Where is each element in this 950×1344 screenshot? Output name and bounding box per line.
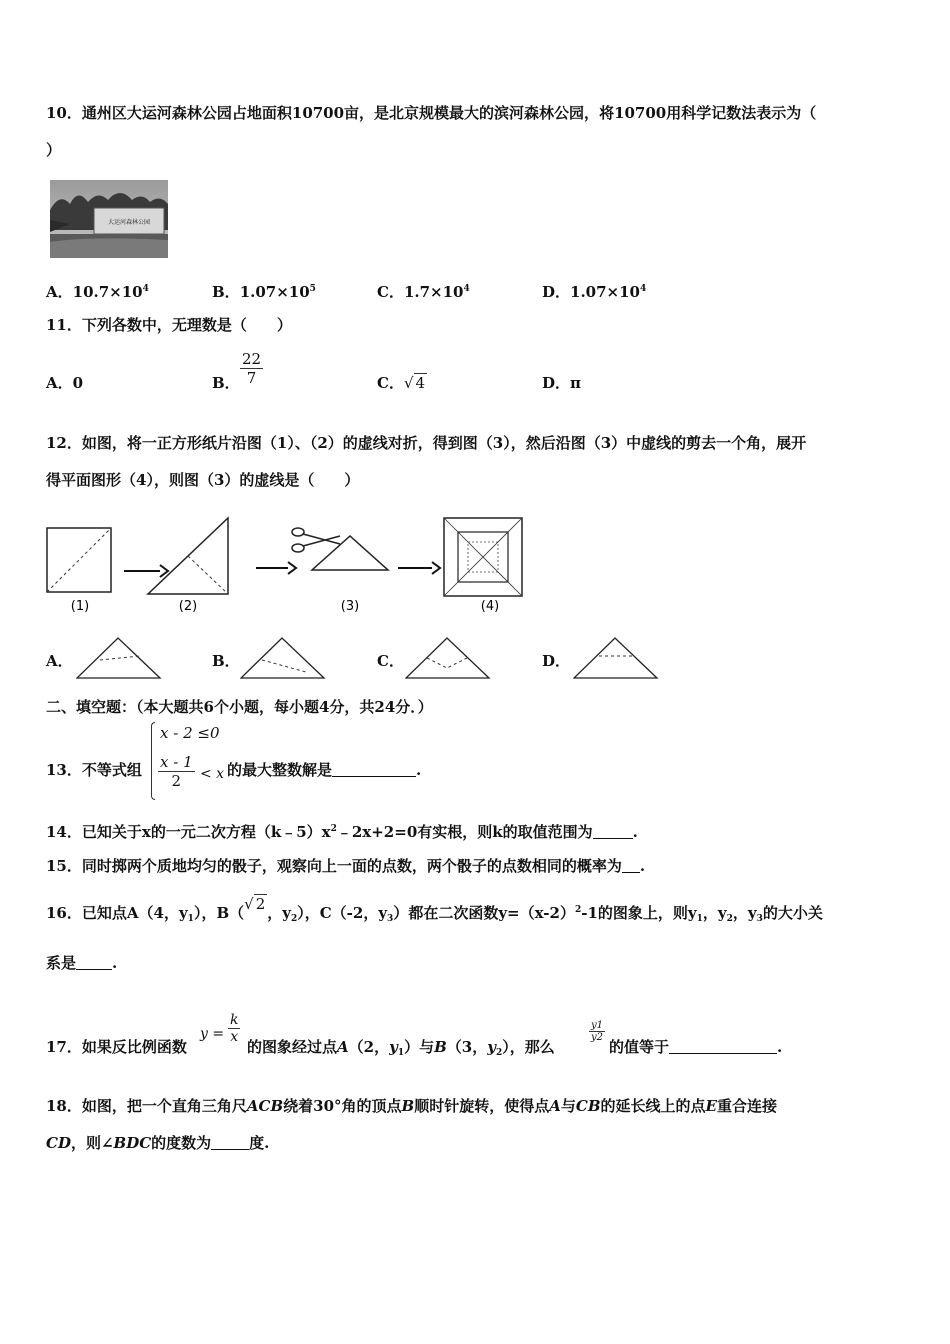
- q13-relation: < x: [200, 766, 225, 782]
- q10-option-c[interactable]: C．$1.7\times 10^4$: [377, 283, 470, 301]
- q18-stem-line2: CD，则∠BDC的度数为 度.: [46, 1134, 270, 1152]
- q15-stem: 15．同时掷两个质地均匀的骰子，观察向上一面的点数，两个骰子的点数相同的概率为 .: [46, 857, 646, 875]
- q13-fraction: $\frac{x - 1}{2}$: [160, 753, 193, 790]
- q11-option-d[interactable]: D．π: [542, 374, 581, 392]
- fig-label-3: (3): [340, 599, 360, 614]
- q14-answer-blank[interactable]: [593, 824, 633, 839]
- q15-answer-blank[interactable]: [622, 858, 640, 873]
- q17-answer-blank[interactable]: [669, 1039, 777, 1054]
- q18-stem-line1: 18．如图，把一个直角三角尺ACB绕着30°角的顶点B顺时针旋转，使得点A与CB的延长线上的点E重合连接: [46, 1097, 777, 1115]
- q10-option-d[interactable]: D．$1.07\times 10^4$: [542, 283, 647, 301]
- park-sign-text: 大运河森林公园: [107, 219, 151, 226]
- sqrt-4: √ 4: [403, 374, 426, 392]
- sqrt-2: √ 2: [244, 895, 266, 913]
- q12-stem-line1: 12．如图，将一正方形纸片沿图（1）、（2）的虚线对折，得到图（3），然后沿图（3）中虚线的剪去一个角，展开: [46, 434, 807, 452]
- q13-suffix: 的最大整数解是 .: [227, 761, 422, 779]
- fig-label-2: (2): [178, 599, 198, 614]
- q12-option-b-figure[interactable]: [240, 636, 326, 680]
- q17-suffix: 的值等于 .: [609, 1038, 783, 1056]
- q17-middle: 的图象经过点A（2，$y_1$）与B（3，$y_2$），那么: [247, 1038, 555, 1058]
- q12-option-b[interactable]: B．: [212, 652, 240, 670]
- q18-answer-blank[interactable]: [211, 1135, 249, 1150]
- q11-option-b[interactable]: B．: [212, 374, 240, 392]
- q12-option-d[interactable]: D．: [542, 652, 571, 670]
- q12-option-c[interactable]: C．: [377, 652, 404, 670]
- q11-option-c[interactable]: C．√ 4: [377, 374, 426, 392]
- q12-fold-figure: [44, 514, 526, 614]
- q16-stem-line2: 系是 .: [46, 954, 118, 972]
- park-photo: [50, 180, 168, 258]
- q12-stem-line2: 得平面图形（4），则图（3）的虚线是（ ）: [46, 471, 360, 489]
- q14-stem: 14．已知关于x的一元二次方程$(k﹣5)x^2﹣2x+2=0$有实根，则k的取值范围为 .: [46, 823, 638, 841]
- q17-k-over-x: $\frac{k}{x}$: [230, 1012, 239, 1045]
- q13-answer-blank[interactable]: [332, 762, 416, 777]
- q17-prefix: 17．如果反比例函数: [46, 1038, 187, 1056]
- q10-option-b[interactable]: B．$1.07\times 10^5$: [212, 283, 316, 301]
- q17-y-equals: y =: [200, 1026, 225, 1042]
- q16-answer-blank[interactable]: [76, 955, 112, 970]
- fig-label-1: (1): [70, 599, 90, 614]
- q17-y1-over-y2: $\frac{y1}{y2}$: [591, 1020, 604, 1043]
- q11-stem: 11．下列各数中，无理数是（ ）: [46, 316, 292, 334]
- fig-label-4: (4): [480, 599, 500, 614]
- q10-stem-line1: 10．通州区大运河森林公园占地面积10700亩，是北京规模最大的滨河森林公园，将10700用科学记数法表示为（: [46, 104, 817, 122]
- fraction-22-over-7: $\frac{22}{7}$: [242, 350, 262, 387]
- q16-stem-line1: 16．已知点A（4，$y_1$），B（√ 2 ，$y_2$），C（-2，$y_3$）都在二次函数$y=(x-2)^2-1$的图象上，则$y_1$，$y_2$，$y_3$的大小关: [46, 895, 823, 924]
- q12-option-d-figure[interactable]: [573, 636, 659, 680]
- scissors-icon: [292, 528, 340, 552]
- q10-option-a[interactable]: A．$10.7\times 10^4$: [46, 283, 149, 301]
- q13-inequality-1: x - 2 ≤0: [160, 724, 220, 742]
- section-2-heading: 二、填空题：（本大题共6个小题，每小题4分，共24分．）: [46, 698, 433, 716]
- q12-option-a[interactable]: A．: [46, 652, 73, 670]
- q12-option-c-figure[interactable]: [405, 636, 491, 680]
- q10-stem-line2: ）: [46, 141, 62, 159]
- q13-prefix: 13．不等式组: [46, 761, 142, 779]
- system-brace: [151, 722, 155, 800]
- q12-option-a-figure[interactable]: [76, 636, 162, 680]
- q11-option-a[interactable]: A．0: [46, 374, 84, 392]
